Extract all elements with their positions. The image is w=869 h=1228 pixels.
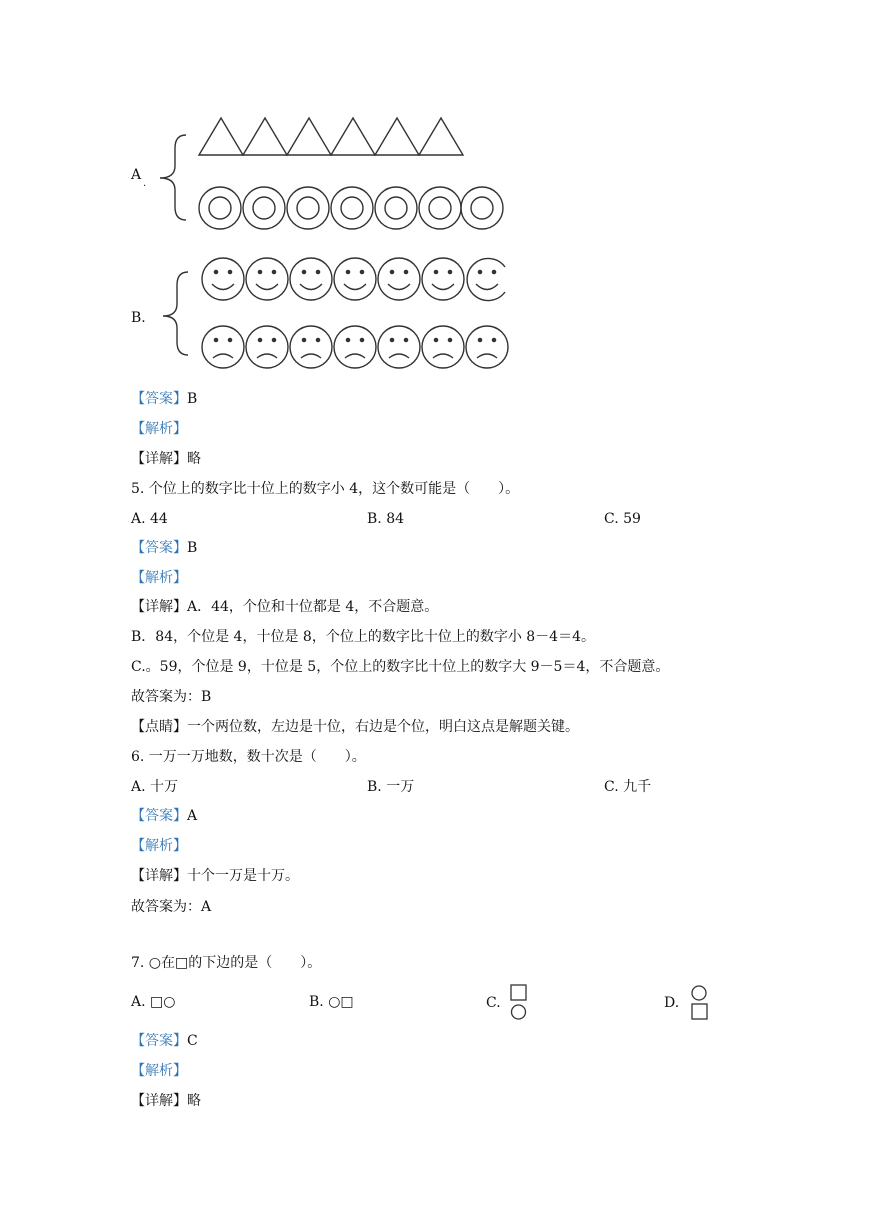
answer-tag: 【答案】 [131,808,187,824]
q6-answer-line [131,808,197,824]
detail-tag: 【详解】 [131,1093,187,1109]
sad-face [202,326,244,368]
ring-outer [331,187,373,229]
sad-face [334,326,376,368]
q7-option-d-label: D. [664,995,680,1011]
option-a-label: A [131,167,142,183]
triangle-shape [243,118,287,155]
answer-tag: 【答案】 [131,391,187,407]
ring-inner [253,197,275,219]
q6-detail-line [131,868,299,884]
sad-face [290,326,332,368]
q5-question: 5. 个位上的数字比十位上的数字小 4，这个数可能是（ ）。 [131,481,520,497]
answer-tag: 【答案】 [131,1033,187,1049]
smiley-face [467,259,505,301]
detail-tag: 【详解】 [131,868,187,884]
sad-face [466,326,508,368]
detail-text: 十个一万是十万。 [187,868,299,884]
ring-outer [375,187,417,229]
q5-answer-line [131,540,197,556]
q4-detail-line [131,451,201,467]
q6-analysis-tag: 【解析】 [131,838,187,854]
triangle-shape [375,118,419,155]
q5-detail-line-1 [131,599,438,615]
ring-inner [297,197,319,219]
q7-option-c-label: C. [486,995,501,1011]
ring-inner [209,197,231,219]
brace-a [160,135,186,220]
square-shape [692,1004,707,1019]
option-a-dot: . [143,178,147,189]
comment-text: 一个两位数，左边是十位，右边是个位，明白这点是解题关键。 [187,719,579,735]
smiley-face [246,258,288,300]
ring-inner [471,197,493,219]
q6-conclusion: 故答案为：A [131,899,212,915]
q4-answer-line [131,391,197,407]
ring-outer [199,187,241,229]
triangle-shape [419,118,463,155]
ring-inner [341,197,363,219]
q5-detail-line-2: B．84，个位是 4，十位是 8，个位上的数字比十位上的数字小 8－4＝4。 [131,629,595,645]
detail-text: 略 [187,451,201,467]
brace-b [163,272,188,355]
option-b-label: B. [131,310,146,326]
q6-option-b: B. 一万 [367,779,415,795]
detail-tag: 【详解】 [131,599,187,615]
detail-text: 略 [187,1093,201,1109]
sad-face [246,326,288,368]
q6-option-c: C. 九千 [604,779,652,795]
sad-face-row [202,326,508,368]
answer-tag: 【答案】 [131,540,187,556]
q7-detail-line [131,1093,201,1109]
answer-value: B [187,391,198,407]
triangle-shape [287,118,331,155]
smiley-face [378,258,420,300]
q7-option-b: B. ○□ [309,994,354,1010]
q6-option-a: A. 十万 [131,779,179,795]
q7-analysis-tag: 【解析】 [131,1063,187,1079]
answer-value: A [187,808,198,824]
sad-face [378,326,420,368]
sad-face [422,326,464,368]
square-shape [511,985,526,1000]
ring-outer [461,187,503,229]
q5-comment-line [131,719,579,735]
smiley-face [202,258,244,300]
smiley-face [422,258,464,300]
comment-tag: 【点睛】 [131,719,187,735]
circle-shape [512,1005,526,1019]
smiley-face [290,258,332,300]
answer-value: B [187,540,198,556]
smiley-row [202,258,505,301]
ring-outer [287,187,329,229]
ring-row [199,187,503,229]
q5-detail-line-3: C.。59，个位是 9，十位是 5，个位上的数字比十位上的数字大 9－5＝4，不合题意。 [131,659,670,675]
triangle-shape [331,118,375,155]
q4-analysis-tag: 【解析】 [131,421,187,437]
detail-text: A．44，个位和十位都是 4，不合题意。 [187,599,439,615]
q5-analysis-tag: 【解析】 [131,570,187,586]
q7-answer-line [131,1033,198,1049]
q5-option-c: C. 59 [604,511,641,527]
q7-option-c-figure [508,983,532,1023]
q7-option-d-figure [688,984,712,1024]
ring-inner [385,197,407,219]
q7-option-a: A. □○ [131,994,176,1010]
triangle-row [199,118,463,155]
q5-conclusion: 故答案为：B [131,689,212,705]
q7-question: 7. ○在□的下边的是（ ）。 [131,955,322,971]
ring-outer [419,187,461,229]
q5-option-a: A. 44 [131,511,168,527]
answer-value: C [187,1033,198,1049]
q5-option-b: B. 84 [367,511,405,527]
smiley-face [334,258,376,300]
triangle-shape [199,118,243,155]
ring-outer [243,187,285,229]
detail-tag: 【详解】 [131,451,187,467]
q6-question: 6. 一万一万地数，数十次是（ ）。 [131,749,366,765]
ring-inner [429,197,451,219]
circle-shape [692,986,706,1000]
